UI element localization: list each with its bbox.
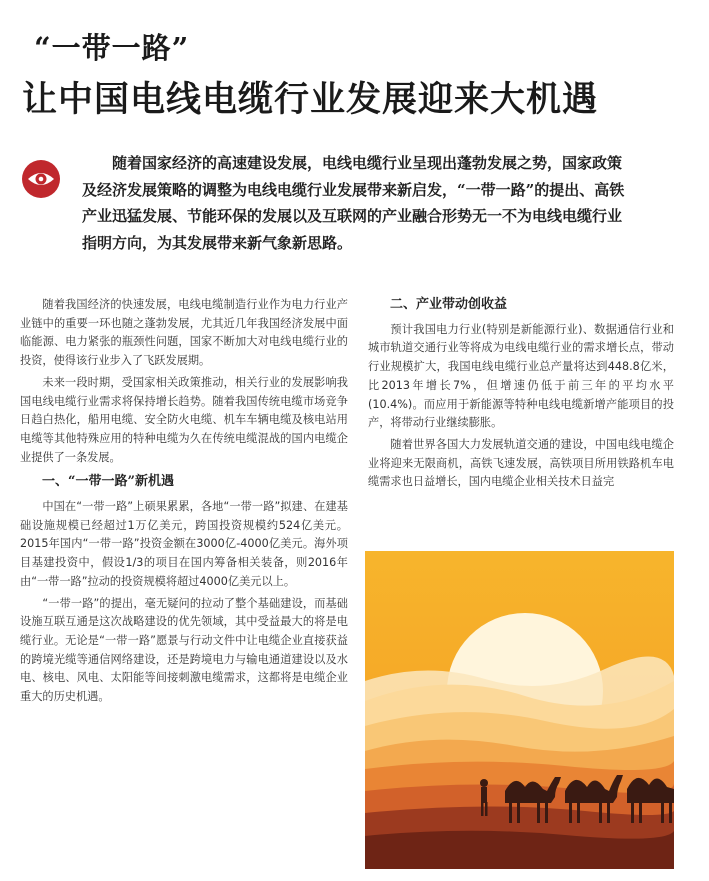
paragraph: 随着我国经济的快速发展，电线电缆制造行业作为电力行业产业链中的重要一环也随之蓬勃发展，尤其近几年我国经济发展中面临能源、电力紧张的瓶颈性问题，国家不断加大对电线电缆行业的投资，使得该行业步入了飞跃发展期。 bbox=[20, 298, 348, 368]
paragraph: “一带一路”的提出，毫无疑问的拉动了整个基础建设，而基础设施互联互通是这次战略建设的优先领域，其中受益最大的将是电缆行业。无论是“一带一路”愿景与行动文件中让电缆企业直接获益的跨境光缆等通信网络建设，还是跨境电力与输电通道建设以及水电、核电、风电、太阳能等间接刺激电缆需求，这都将是电缆企业重大的历史机遇。 bbox=[20, 596, 348, 704]
desert-camel-illustration bbox=[365, 551, 674, 869]
paragraph: 预计我国电力行业(特别是新能源行业)、数据通信行业和城市轨道交通行业等将成为电线电缆行业的需求增长点，带动行业规模扩大，我国电线电缆行业总产量将达到448.8亿米，比2013年增长7%，但增速仍低于前三年的平均水平(10.4%)。而应用于新能源等特种电线电缆新增产能项目的投产，将带动行业继续膨胀。 bbox=[368, 322, 674, 430]
right-column bbox=[368, 296, 674, 495]
paragraph: 随着世界各国大力发展轨道交通的建设，中国电线电缆企业将迎来无限商机，高铁飞速发展，高铁项目所用铁路机车电缆需求也日益增长，国内电缆企业相关技术日益完 bbox=[368, 437, 674, 489]
left-column bbox=[20, 296, 348, 710]
lead-paragraph: 随着国家经济的高速建设发展，电线电缆行业呈现出蓬勃发展之势，国家政策及经济发展策略的调整为电线电缆行业发展带来新启发，“一带一路”的提出、高铁产业迅猛发展、节能环保的发展以及互联网的产业融合形势无一不为电线电缆行业指明方向，为其发展带来新气象新思路。 bbox=[82, 154, 625, 252]
title-line-1: “一带一路” bbox=[34, 31, 190, 65]
paragraph: 未来一段时期，受国家相关政策推动，相关行业的发展影响我国电线电缆行业需求将保持增长趋势。随着我国传统电缆市场竞争日趋白热化，船用电缆、安全防火电缆、机车车辆电缆及核电站用电缆等其他特殊应用的特种电缆为久在传统电缆混战的国内电缆企业提供了一条发展。 bbox=[20, 375, 348, 464]
paragraph: 中国在“一带一路”上硕果累累，各地“一带一路”拟建、在建基础设施规模已经超过1万亿美元，跨国投资规模约524亿美元。2015年国内“一带一路”投资金额在3000亿-4000亿美元。海外项目基建投资中，假设1/3的项目在国内筹备相关装备，则2016年由“一带一路”拉动的投资规模将超过4000亿美元以上。 bbox=[20, 500, 348, 588]
section-heading: 一、“一带一路”新机遇 bbox=[42, 474, 174, 490]
page-title: 让中国电线电缆行业发展迎来大机遇 bbox=[22, 79, 599, 120]
section-heading: 二、产业带动创收益 bbox=[390, 297, 508, 312]
eye-icon bbox=[22, 160, 60, 198]
